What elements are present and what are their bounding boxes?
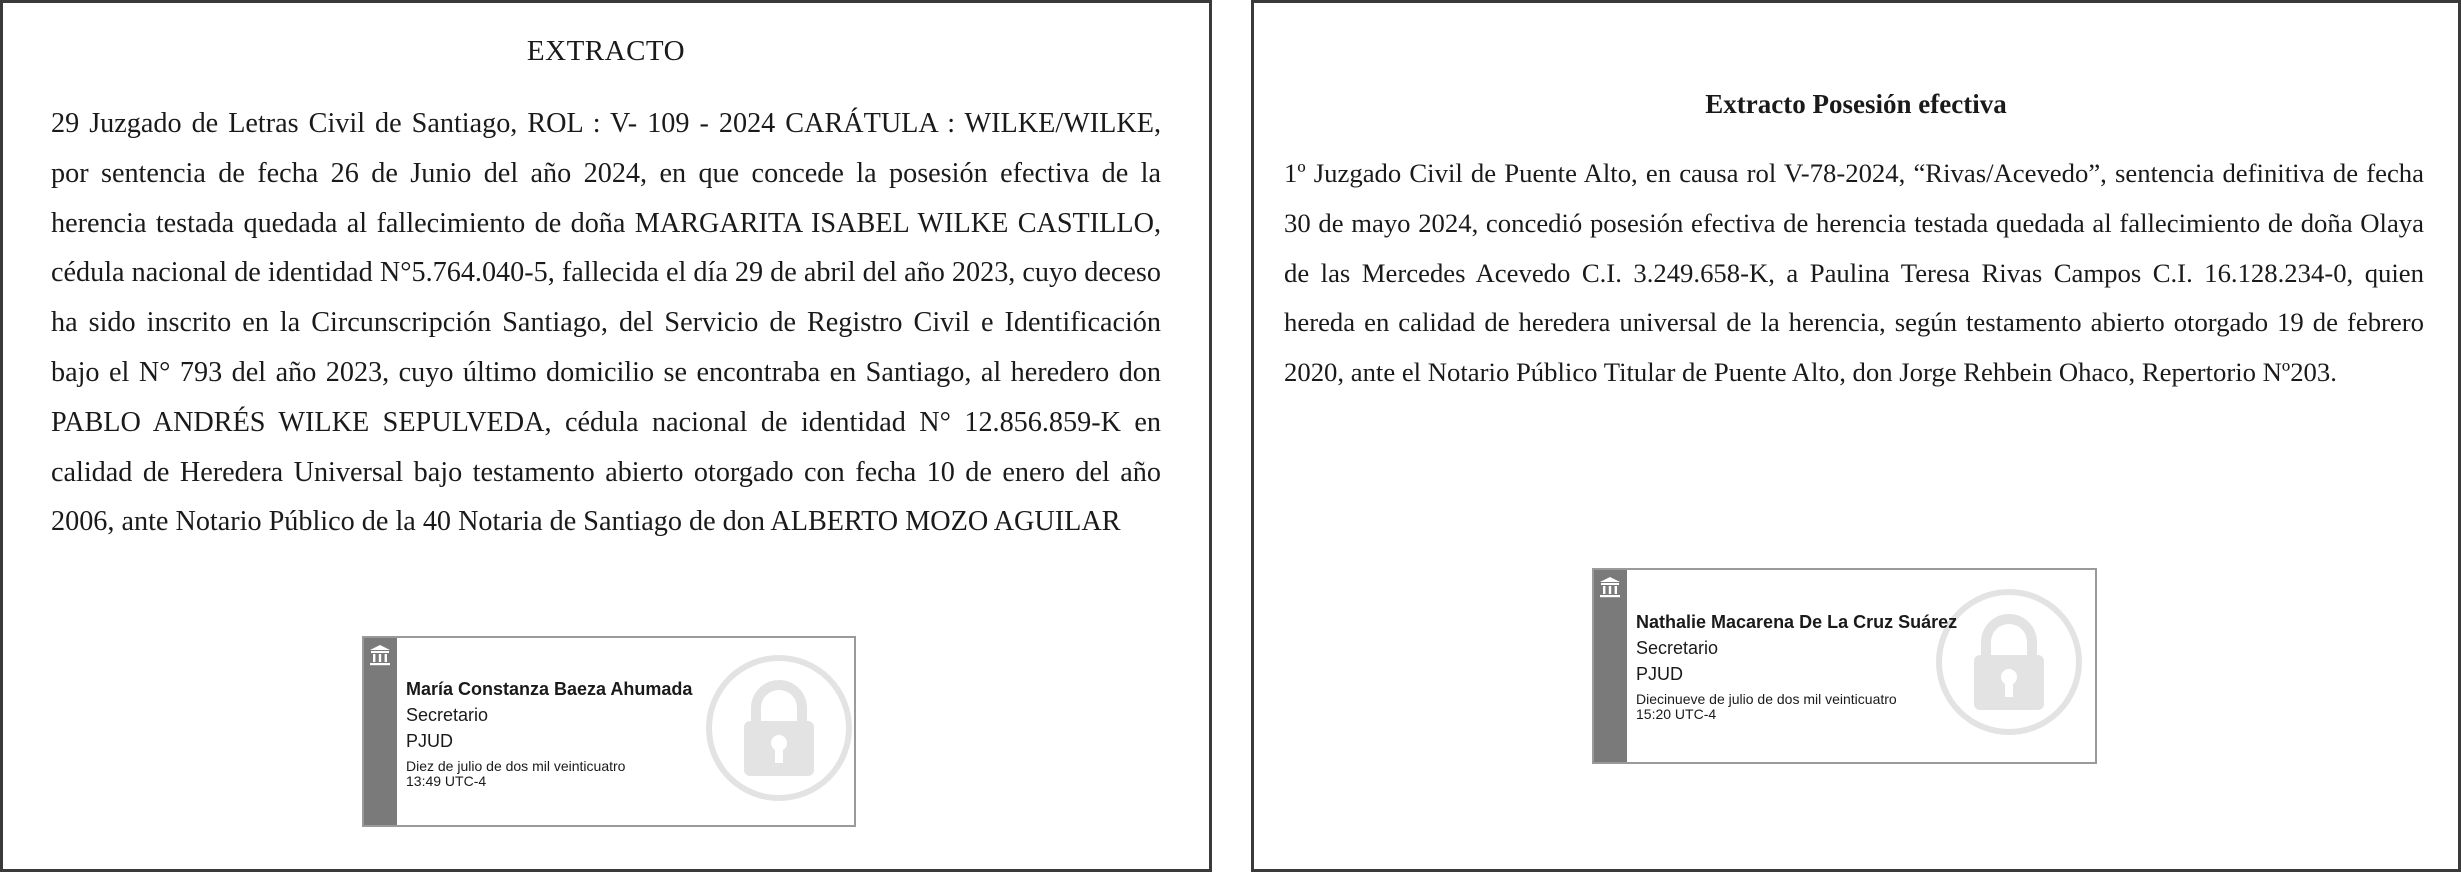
signer-name: Nathalie Macarena De La Cruz Suárez bbox=[1636, 612, 1958, 632]
signature-time: 15:20 UTC-4 bbox=[1636, 706, 1717, 722]
electronic-signature-stamp bbox=[362, 636, 856, 827]
courthouse-icon bbox=[1599, 576, 1621, 598]
document-body: 1º Juzgado Civil de Puente Alto, en causa rol V-78-2024, “Rivas/Acevedo”, sentencia definitiva de fecha 30 de mayo 2024, concedió posesión efectiva de herencia testada quedada al fallecimiento de doña Olaya de las Mercedes Acevedo C.I. 3.249.658-K, a Paulina Teresa Rivas Campos C.I. 16.128.234-0, quien hereda en calidad de heredera universal de la herencia, según testamento abierto otorgado 19 de febrero 2020, ante el Notario Público Titular de Puente Alto, don Jorge Rehbein Ohaco, Repertorio Nº203. bbox=[1284, 158, 2424, 388]
document-title: Extracto Posesión efectiva bbox=[1705, 89, 2007, 119]
signature-details bbox=[406, 679, 692, 789]
signature-date: Diecinueve de julio de dos mil veinticuatro bbox=[1636, 691, 1897, 707]
document-body: 29 Juzgado de Letras Civil de Santiago, ROL : V- 109 - 2024 CARÁTULA : WILKE/WILKE, por sentencia de fecha 26 de Junio del año 2024, en que concede la posesión efectiva de la herencia testada quedada al fallecimiento de doña MARGARITA ISABEL WILKE CASTILLO, cédula nacional de identidad N°5.764.040-5, fallecida el día 29 de abril del año 2023, cuyo deceso ha sido inscrito en la Circunscripción Santiago, del Servicio de Registro Civil e Identificación bajo el N° 793 del año 2023, cuyo último domicilio se encontraba en Santiago, al heredero don PABLO ANDRÉS WILKE SEPULVEDA, cédula nacional de identidad N° 12.856.859-K en calidad de Heredera Universal bajo testamento abierto otorgado con fecha 10 de enero del año 2006, ante Notario Público de la 40 Notaria de Santiago de don ALBERTO MOZO AGUILAR bbox=[51, 108, 1161, 538]
signature-details bbox=[1636, 612, 1957, 722]
signature-time: 13:49 UTC-4 bbox=[406, 773, 487, 789]
left-document bbox=[0, 0, 1212, 872]
signature-date: Diez de julio de dos mil veinticuatro bbox=[406, 758, 626, 774]
signer-organization: PJUD bbox=[1636, 664, 1684, 684]
right-document bbox=[1251, 0, 2461, 872]
signer-role: Secretario bbox=[406, 705, 489, 725]
electronic-signature-stamp bbox=[1592, 568, 2097, 764]
signature-side-bar bbox=[364, 638, 397, 825]
courthouse-icon bbox=[369, 644, 391, 666]
signer-name: María Constanza Baeza Ahumada bbox=[406, 679, 693, 699]
lock-icon bbox=[704, 653, 854, 803]
signer-organization: PJUD bbox=[406, 731, 454, 751]
signature-side-bar bbox=[1594, 570, 1627, 762]
signer-role: Secretario bbox=[1636, 638, 1719, 658]
document-title: EXTRACTO bbox=[526, 35, 686, 67]
